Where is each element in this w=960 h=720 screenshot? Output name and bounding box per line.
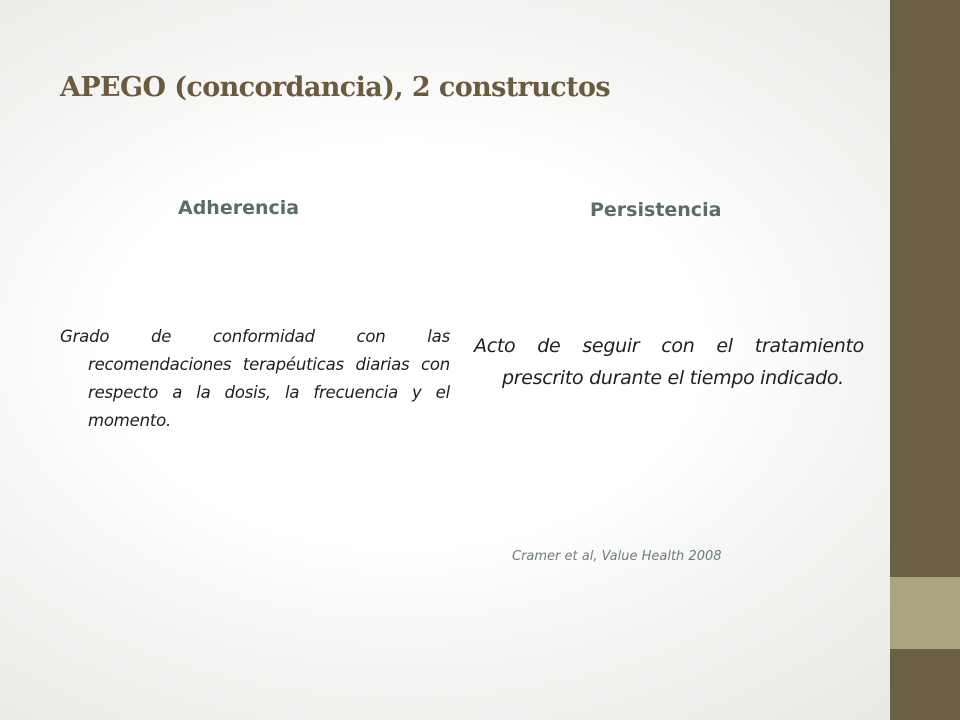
adherencia-heading: Adherencia [178,197,300,219]
adherencia-definition: Grado de conformidad con las recomendaciones terapéuticas diarias con respecto a la dosis, la frecuencia y el momento. [60,327,450,430]
slide-title: APEGO (concordancia), 2 constructos [60,72,611,103]
persistencia-definition: Acto de seguir con el tratamiento prescrito durante el tiempo indicado. [474,335,864,389]
citation: Cramer et al, Value Health 2008 [512,549,722,564]
persistencia-heading: Persistencia [590,199,722,221]
decorative-side-accent [890,577,960,649]
